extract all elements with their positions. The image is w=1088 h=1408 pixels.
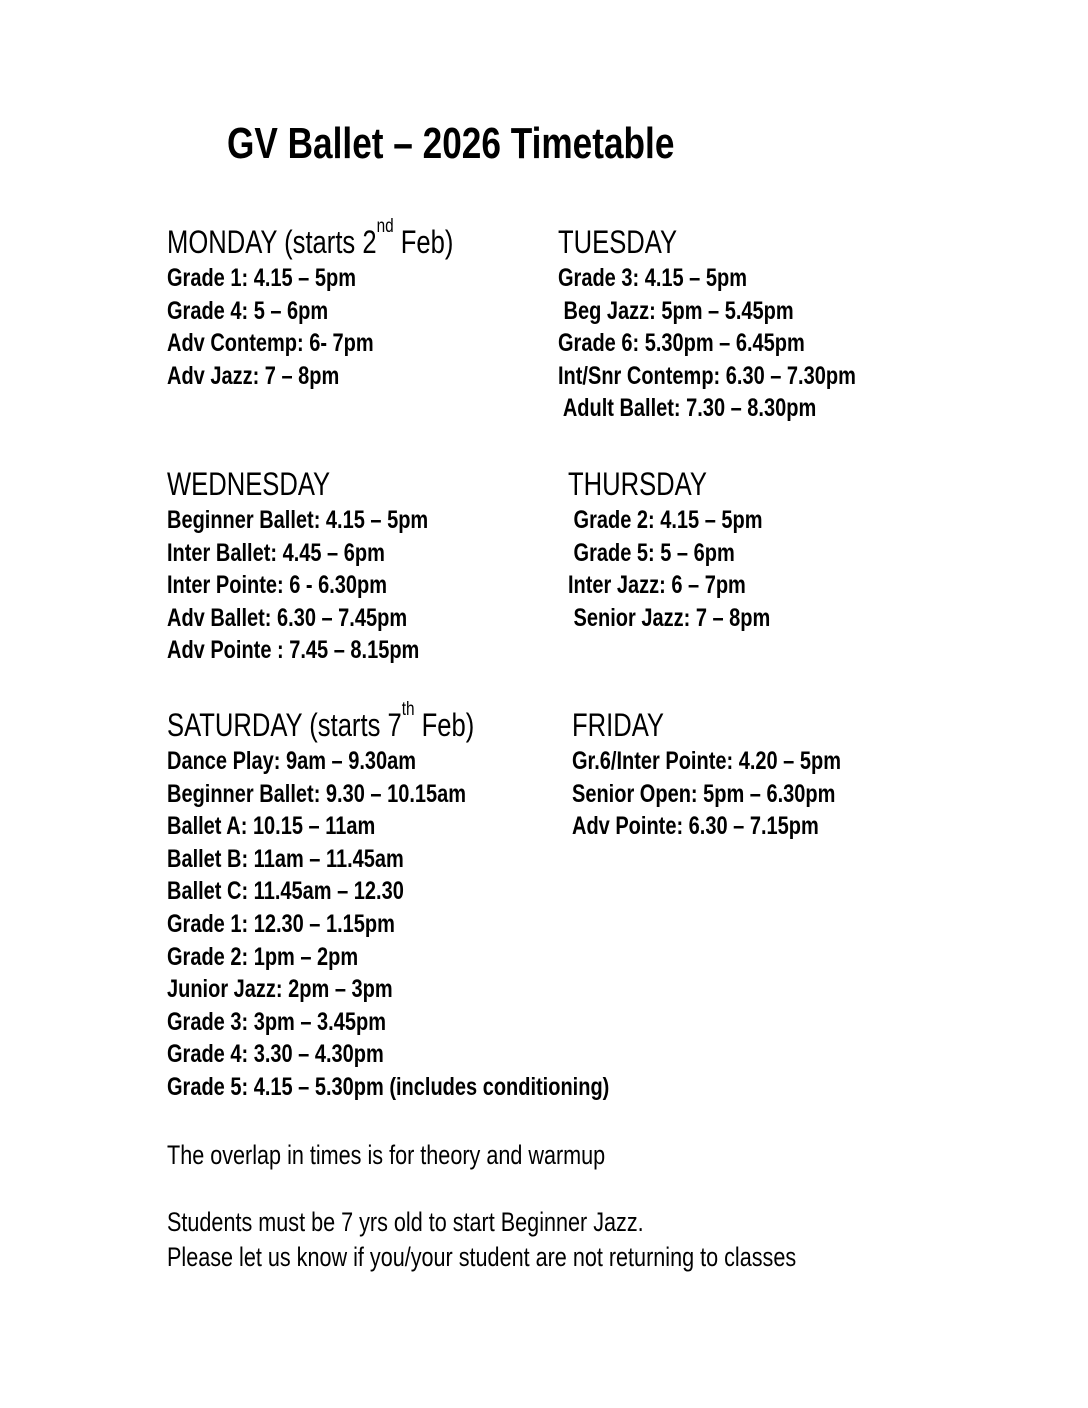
day-header-text: SATURDAY (starts 7 <box>167 707 402 743</box>
day-header-monday <box>167 215 454 262</box>
page-content <box>167 0 1088 1408</box>
day-column-monday <box>167 215 525 392</box>
class-line: Grade 5: 4.15 – 5.30pm (includes conditioning) <box>167 1072 610 1101</box>
day-header-wednesday <box>167 464 428 504</box>
class-line: Adv Jazz: 7 – 8pm <box>167 361 340 390</box>
day-header-thursday <box>568 464 770 504</box>
class-line: Beginner Ballet: 4.15 – 5pm <box>167 506 429 534</box>
class-line: Grade 6: 5.30pm – 6.45pm <box>558 329 805 358</box>
ordinal-superscript: th <box>401 698 415 720</box>
class-line: Grade 3: 4.15 – 5pm <box>558 264 747 292</box>
class-list-friday <box>572 745 908 843</box>
class-line: Inter Jazz: 6 – 7pm <box>568 571 746 600</box>
ordinal-superscript: nd <box>376 215 394 237</box>
day-header-text: Feb) <box>414 707 475 743</box>
class-line: Int/Snr Contemp: 6.30 – 7.30pm <box>558 361 856 390</box>
day-header-text: FRIDAY <box>572 707 664 743</box>
class-line: Adv Pointe : 7.45 – 8.15pm <box>167 636 420 665</box>
class-line: Senior Jazz: 7 – 8pm <box>568 603 771 632</box>
class-line: Beginner Ballet: 9.30 – 10.15am <box>167 779 467 808</box>
note-overlap <box>167 1138 715 1173</box>
class-line: Beg Jazz: 5pm – 5.45pm <box>558 296 794 325</box>
class-line: Grade 4: 3.30 – 4.30pm <box>167 1040 384 1069</box>
note-text: Please let us know if you/your student are not returning to classes <box>167 1242 797 1272</box>
day-column-wednesday <box>167 464 494 667</box>
class-line: Grade 1: 4.15 – 5pm <box>167 264 356 292</box>
day-header-text: MONDAY (starts 2 <box>167 224 377 260</box>
day-header-text: Feb) <box>393 224 454 260</box>
class-line: Dance Play: 9am – 9.30am <box>167 747 417 775</box>
class-line: Inter Ballet: 4.45 – 6pm <box>167 538 385 567</box>
day-header-tuesday <box>558 222 856 262</box>
class-line: Gr.6/Inter Pointe: 4.20 – 5pm <box>572 747 841 775</box>
class-line: Grade 3: 3pm – 3.45pm <box>167 1007 386 1036</box>
note-text: The overlap in times is for theory and warmup <box>167 1140 606 1170</box>
day-header-text: THURSDAY <box>568 466 707 502</box>
class-list-wednesday <box>167 504 494 667</box>
day-column-friday <box>572 705 908 843</box>
note-students <box>167 1205 953 1275</box>
class-line: Ballet A: 10.15 – 11am <box>167 812 376 841</box>
class-line: Grade 4: 5 – 6pm <box>167 296 329 325</box>
day-column-thursday <box>568 464 821 634</box>
day-header-text: TUESDAY <box>558 224 678 260</box>
class-line: Adv Ballet: 6.30 – 7.45pm <box>167 603 408 632</box>
class-list-tuesday <box>558 262 930 425</box>
class-line: Ballet C: 11.45am – 12.30 <box>167 877 404 906</box>
class-line: Senior Open: 5pm – 6.30pm <box>572 779 836 808</box>
page-title: GV Ballet – 2026 Timetable <box>227 119 675 168</box>
class-line: Grade 5: 5 – 6pm <box>568 538 735 567</box>
class-line: Grade 2: 1pm – 2pm <box>167 942 359 971</box>
class-line: Inter Pointe: 6 - 6.30pm <box>167 571 388 600</box>
day-header-friday <box>572 705 841 745</box>
day-header-text: WEDNESDAY <box>167 466 331 502</box>
class-line: Adv Contemp: 6- 7pm <box>167 329 374 358</box>
class-line: Adv Pointe: 6.30 – 7.15pm <box>572 812 819 841</box>
note-text: Students must be 7 yrs old to start Beginner Jazz. <box>167 1207 644 1237</box>
class-line: Ballet B: 11am – 11.45am <box>167 844 404 873</box>
day-column-tuesday <box>558 222 930 425</box>
class-list-thursday <box>568 504 821 634</box>
class-line: Grade 1: 12.30 – 1.15pm <box>167 909 395 938</box>
class-line: Adult Ballet: 7.30 – 8.30pm <box>558 394 817 423</box>
class-line: Grade 2: 4.15 – 5pm <box>568 506 763 534</box>
class-line: Junior Jazz: 2pm – 3pm <box>167 975 393 1004</box>
day-header-saturday <box>167 698 609 745</box>
class-list-monday <box>167 262 525 392</box>
